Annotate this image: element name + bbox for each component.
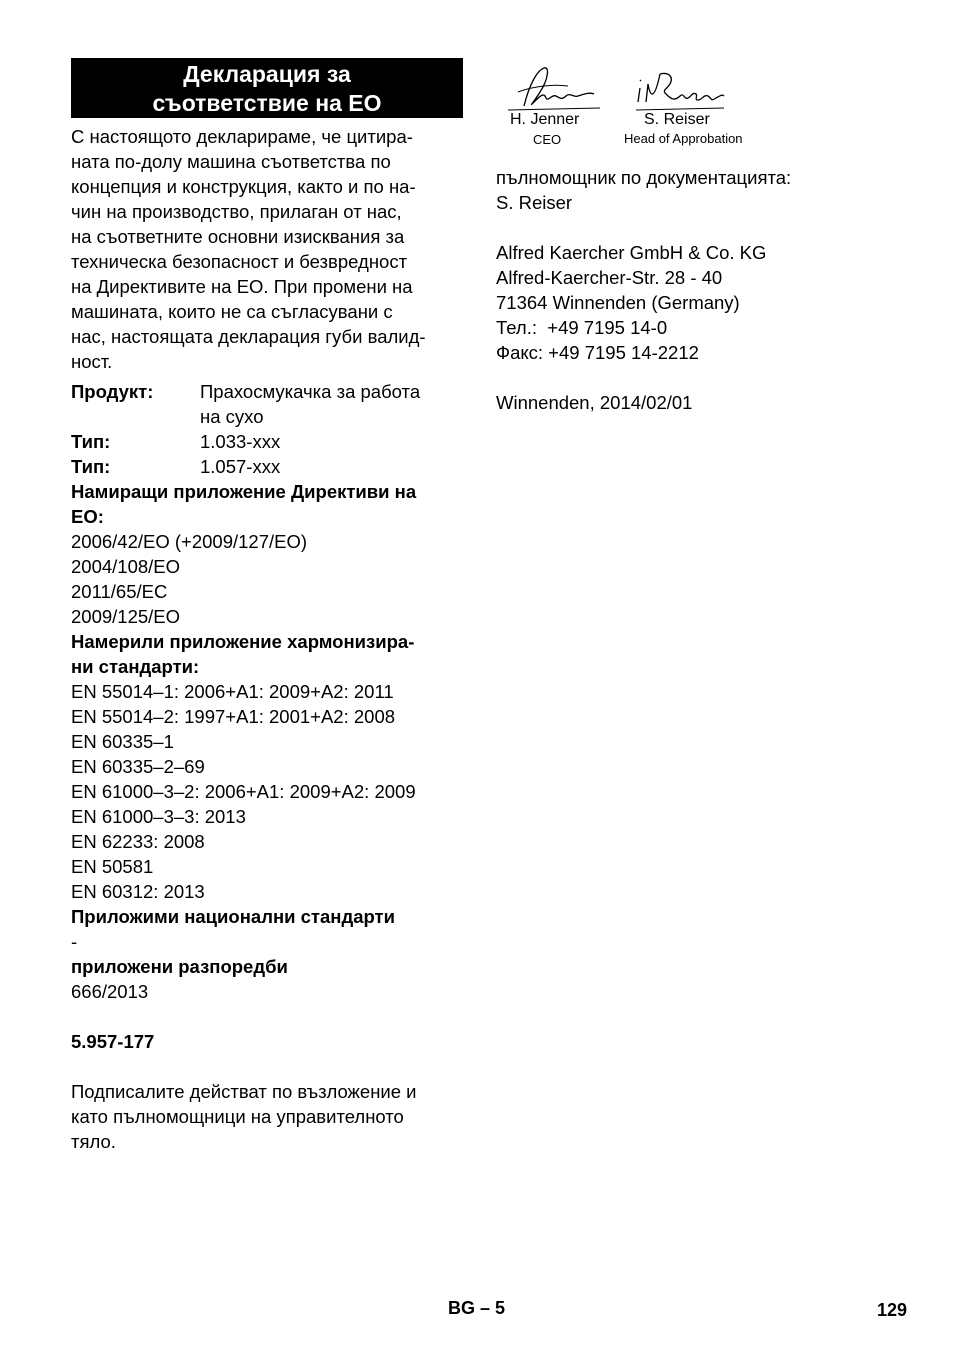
spacer <box>496 215 916 240</box>
title-line-1: Декларация за <box>183 61 351 87</box>
intro-line: нас, настоящата декларация губи валид- <box>71 326 426 347</box>
spacer <box>71 1004 463 1029</box>
spacer <box>496 365 916 390</box>
directive-item: 2006/42/ЕО (+2009/127/ЕО) <box>71 531 308 552</box>
product-row <box>71 379 463 429</box>
intro-line: чин на производство, прилаган от нас, <box>71 201 402 222</box>
contact-block <box>496 165 916 415</box>
standard-item: EN 55014–2: 1997+A1: 2001+A2: 2008 <box>71 706 396 727</box>
intro-line: ност. <box>71 351 113 372</box>
directives-heading: ЕО: <box>71 506 104 527</box>
page-title <box>71 58 463 118</box>
intro-line: техническа безопасност и безвредност <box>71 251 408 272</box>
directives-heading: Намиращи приложение Директиви на <box>71 481 417 502</box>
company-fax: Факс: +49 7195 14-2212 <box>496 342 699 363</box>
regulations-value: 666/2013 <box>71 981 149 1002</box>
intro-line: концепция и конструкция, както и по на- <box>71 176 416 197</box>
directive-item: 2004/108/ЕО <box>71 556 181 577</box>
national-standards-heading: Приложими национални стандарти <box>71 906 395 927</box>
type-value: 1.057-xxx <box>200 456 281 477</box>
left-column <box>71 58 463 1154</box>
closing-line: Подписалите действат по възложение и <box>71 1081 417 1102</box>
intro-paragraph <box>71 124 463 374</box>
standard-item: EN 50581 <box>71 856 154 877</box>
company-phone: Тел.: +49 7195 14-0 <box>496 317 668 338</box>
documentation-label: пълномощник по документацията: <box>496 167 792 188</box>
page-number: 129 <box>877 1300 908 1320</box>
signature-area <box>496 58 916 158</box>
standard-item: EN 61000–3–3: 2013 <box>71 806 246 827</box>
standard-item: EN 60335–1 <box>71 731 174 752</box>
signatory-name: S. Reiser <box>644 111 710 128</box>
standard-item: EN 60312: 2013 <box>71 881 205 902</box>
product-label: Продукт: <box>71 381 154 402</box>
type-value: 1.033-xxx <box>200 431 281 452</box>
product-block <box>71 379 463 1154</box>
type-row <box>71 454 463 479</box>
standards-heading: ни стандарти: <box>71 656 200 677</box>
intro-line: С настоящото декларираме, че цитира- <box>71 126 413 147</box>
type-row <box>71 429 463 454</box>
company-city: 71364 Winnenden (Germany) <box>496 292 740 313</box>
company-street: Alfred-Kaercher-Str. 28 - 40 <box>496 267 723 288</box>
intro-line: ната по-долу машина съответства по <box>71 151 391 172</box>
intro-line: машината, които не са съгласувани с <box>71 301 393 322</box>
signatory-name: H. Jenner <box>510 111 580 128</box>
intro-line: на съответните основни изисквания за <box>71 226 405 247</box>
place-date: Winnenden, 2014/02/01 <box>496 392 693 413</box>
right-column <box>496 58 916 415</box>
documentation-name: S. Reiser <box>496 192 573 213</box>
type-label: Тип: <box>71 456 111 477</box>
standards-heading: Намерили приложение хармонизира- <box>71 631 415 652</box>
type-label: Тип: <box>71 431 111 452</box>
closing-line: като пълномощници на управителното <box>71 1106 404 1127</box>
company-name: Alfred Kaercher GmbH & Co. KG <box>496 242 767 263</box>
product-value-line: на сухо <box>200 406 264 427</box>
directive-item: 2011/65/ЕС <box>71 581 168 602</box>
signatory-role: Head of Approbation <box>624 131 743 146</box>
product-value <box>200 379 463 429</box>
title-line-2: съответствие на ЕО <box>152 90 382 116</box>
reiser-signature <box>632 66 728 114</box>
standard-item: EN 61000–3–2: 2006+A1: 2009+A2: 2009 <box>71 781 416 802</box>
footer-section: BG – 5 <box>448 1298 506 1318</box>
standard-item: EN 60335–2–69 <box>71 756 205 777</box>
national-standards-value: - <box>71 931 78 952</box>
signatory-role: CEO <box>533 132 562 147</box>
product-value-line: Прахосмукачка за работа <box>200 381 421 402</box>
regulations-heading: приложени разпоредби <box>71 956 288 977</box>
jenner-signature <box>504 62 604 114</box>
spacer <box>71 1054 463 1079</box>
standard-item: EN 62233: 2008 <box>71 831 205 852</box>
closing-line: тяло. <box>71 1131 116 1152</box>
document-number: 5.957-177 <box>71 1031 155 1052</box>
intro-line: на Директивите на ЕО. При промени на <box>71 276 413 297</box>
directive-item: 2009/125/ЕО <box>71 606 181 627</box>
standard-item: EN 55014–1: 2006+A1: 2009+A2: 2011 <box>71 681 394 702</box>
